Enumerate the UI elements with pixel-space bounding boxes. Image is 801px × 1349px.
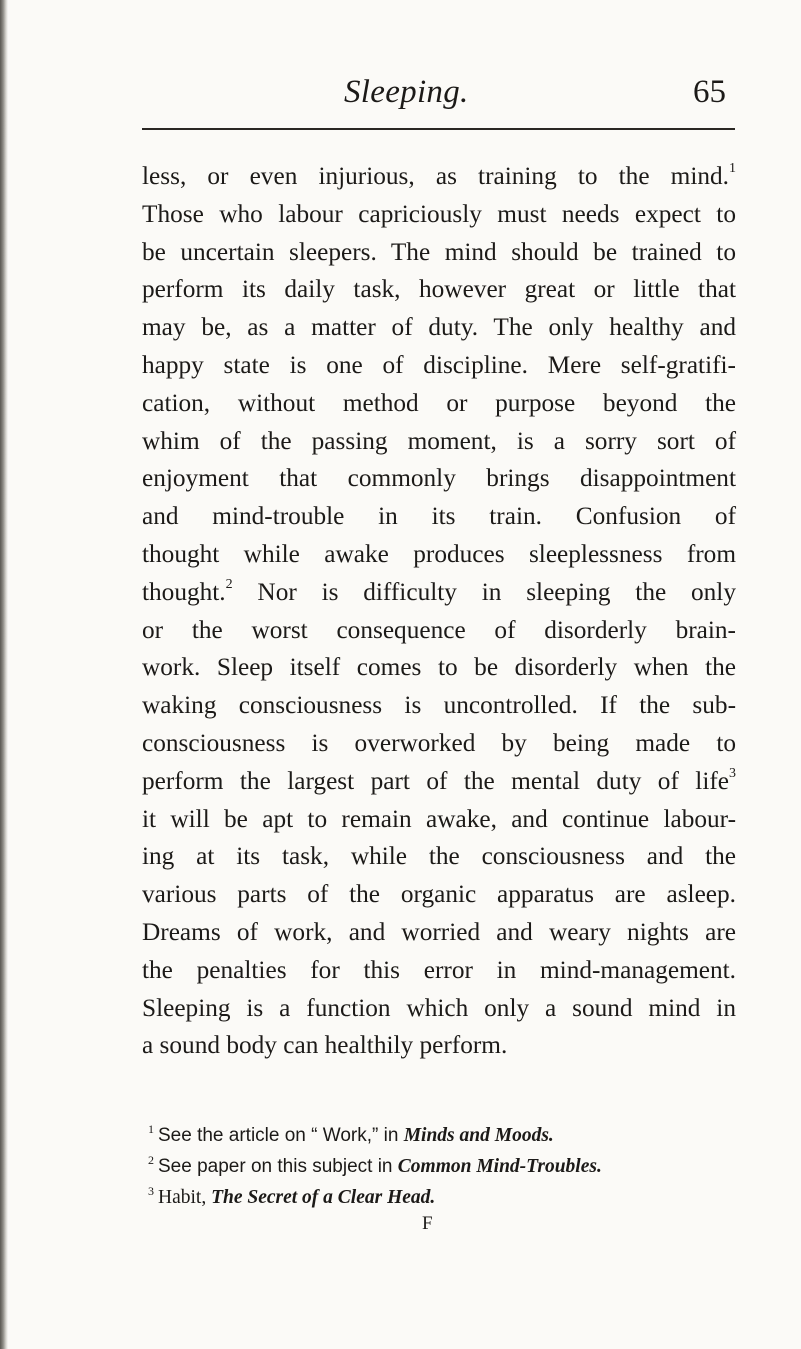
line-text: perform its daily task, however great or little that (142, 275, 736, 304)
text-line (142, 990, 736, 1028)
text-line (142, 574, 736, 612)
text-line (142, 914, 736, 952)
line-text: cation, without method or purpose beyond the (142, 388, 736, 417)
text-line (142, 838, 736, 876)
footnote-title: Common Mind-Troubles. (397, 1156, 602, 1177)
text-line (142, 498, 736, 536)
line-text: Sleeping is a function which only a sound mind in (142, 993, 736, 1022)
header-rule (142, 128, 735, 130)
line-text: thought while awake produces sleeplessness from (142, 539, 736, 568)
line-text: consciousness is overworked by being made to (142, 728, 736, 757)
line-text: and mind-trouble in its train. Confusion of (142, 502, 736, 531)
line-text: perform the largest part of the mental duty of life (142, 766, 729, 795)
body-paragraph (142, 158, 736, 1065)
text-line (142, 536, 736, 574)
text-line (142, 763, 736, 801)
line-text: various parts of the organic apparatus are asleep. (142, 880, 736, 909)
line-text: less, or even injurious, as training to the mind. (142, 162, 729, 190)
text-line (142, 801, 736, 839)
footnote-3 (148, 1182, 748, 1213)
signature-mark: F (422, 1213, 433, 1234)
text-line (142, 309, 736, 347)
line-text: thought. (142, 577, 226, 606)
line-text: or the worst consequence of disorderly brain- (142, 615, 736, 644)
line-text: ing at its task, while the consciousness and the (142, 842, 736, 871)
text-line (142, 234, 736, 272)
footnote-title: The Secret of a Clear Head. (211, 1187, 436, 1208)
page-header (344, 70, 744, 120)
line-text: Nor is difficulty in sleeping the only (232, 577, 736, 606)
footnote-title: Minds and Moods. (403, 1125, 554, 1146)
line-text: the penalties for this error in mind-management. (142, 955, 736, 984)
footnote-text: Habit, (158, 1187, 212, 1208)
page-number: 65 (693, 74, 726, 110)
line-text: whim of the passing moment, is a sorry sort of (142, 426, 736, 455)
text-line (142, 876, 736, 914)
running-head: Sleeping. (344, 74, 469, 110)
footnote-reference: 3 (729, 765, 736, 781)
line-text: waking consciousness is uncontrolled. If the sub- (142, 691, 736, 720)
line-text: Those who labour capriciously must needs expect to (142, 199, 736, 228)
line-text: Dreams of work, and worried and weary nights are (142, 917, 736, 946)
footnote-reference: 1 (729, 161, 736, 176)
footnote-text: See paper on this subject in (158, 1156, 398, 1177)
footnote-reference: 2 (225, 576, 233, 592)
footnote-number: 3 (148, 1184, 154, 1198)
text-line (142, 952, 736, 990)
text-line (142, 1027, 736, 1065)
footnotes (148, 1120, 748, 1213)
footnote-text: See the article on “ Work,” in (158, 1125, 404, 1146)
text-line (142, 347, 736, 385)
footnote-1 (148, 1120, 748, 1151)
text-line (142, 271, 736, 309)
footnote-2 (148, 1151, 748, 1182)
line-text: it will be apt to remain awake, and continue labour- (142, 804, 736, 833)
page-spine-shadow (0, 0, 8, 1349)
text-line (142, 612, 736, 650)
line-text: may be, as a matter of duty. The only healthy and (142, 313, 736, 342)
line-text: work. Sleep itself comes to be disorderly when the (142, 653, 736, 682)
line-text: be uncertain sleepers. The mind should be trained to (142, 237, 736, 266)
text-line (142, 649, 736, 687)
text-line (142, 460, 736, 498)
text-line (142, 158, 736, 196)
text-line (142, 385, 736, 423)
line-text: enjoyment that commonly brings disappointment (142, 464, 736, 493)
text-line (142, 725, 736, 763)
text-line (142, 196, 736, 234)
footnote-number: 2 (148, 1153, 154, 1167)
footnote-number: 1 (148, 1122, 154, 1136)
text-line (142, 687, 736, 725)
line-text: a sound body can healthily perform. (142, 1031, 508, 1060)
line-text: happy state is one of discipline. Mere self-gratifi- (142, 350, 736, 379)
text-line (142, 423, 736, 461)
